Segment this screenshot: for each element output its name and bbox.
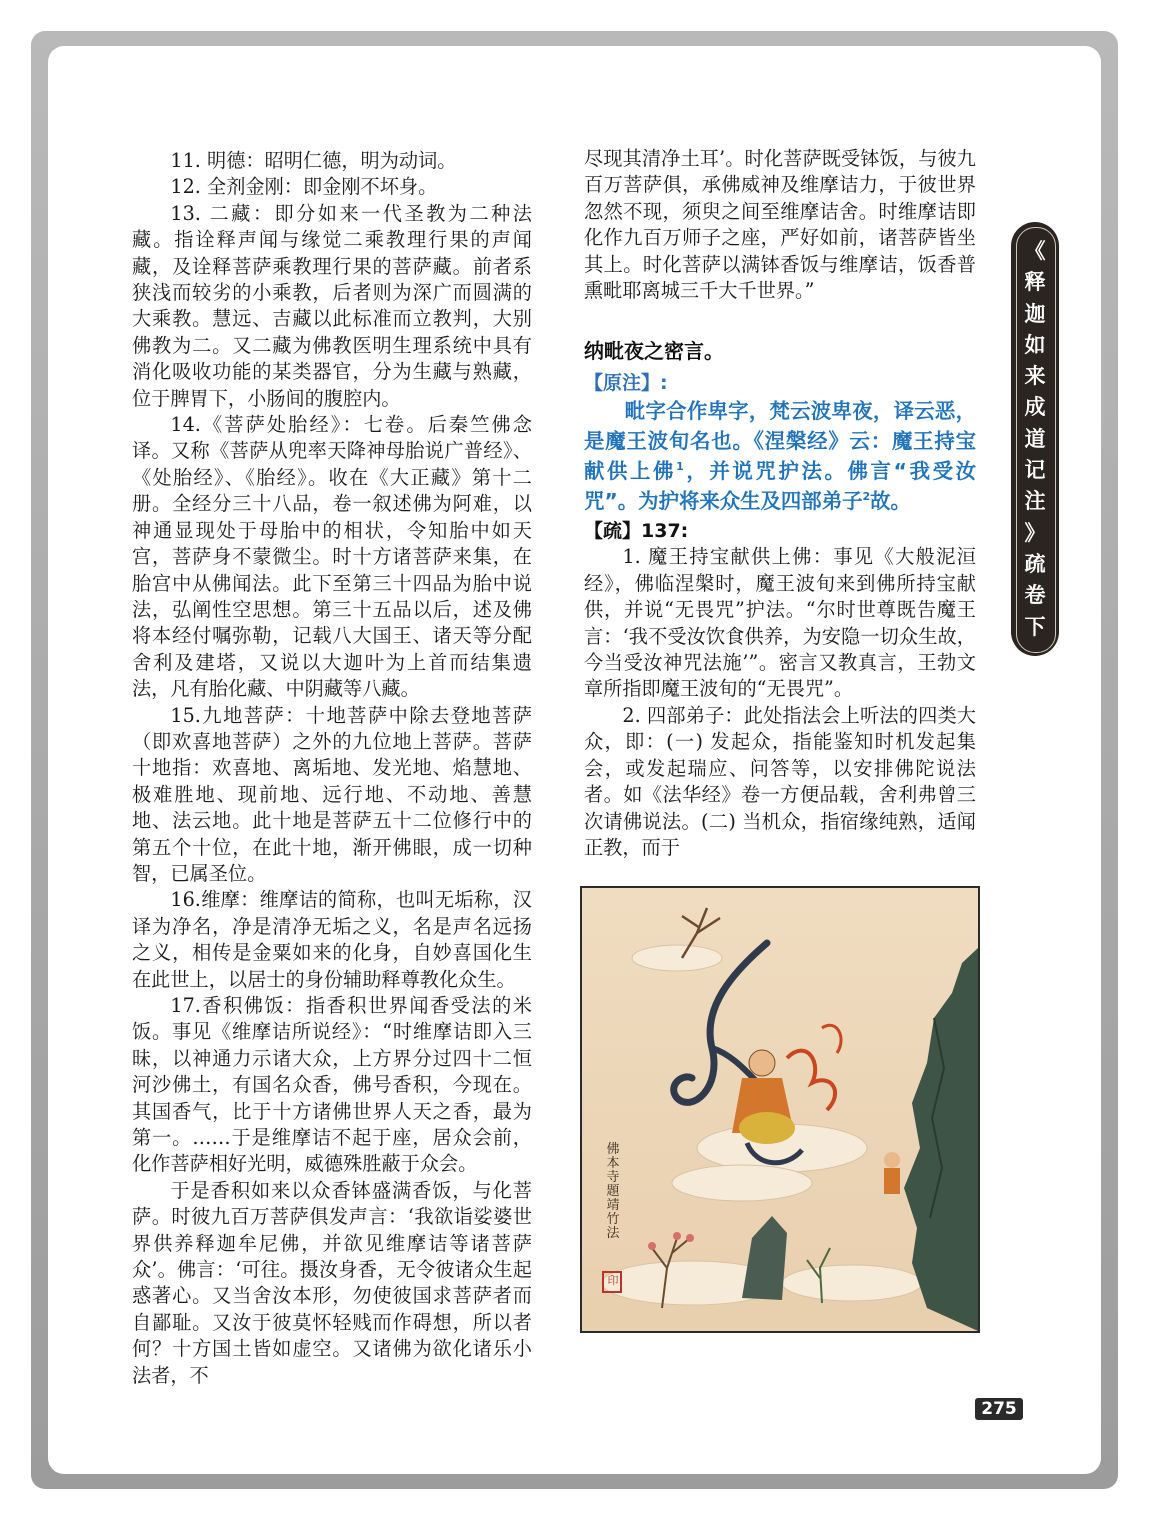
note-12: 12. 全剂金刚：即金刚不坏身。	[170, 175, 438, 199]
sidebar-char: 迦	[1024, 301, 1046, 326]
sidebar-char: 道	[1024, 426, 1046, 451]
illustration-painting	[580, 886, 980, 1333]
note-11: 11. 明德：昭明仁德，明为动词。	[170, 149, 457, 172]
sidebar-char: 成	[1024, 395, 1046, 420]
section-title: 纳毗夜之密言。	[584, 339, 724, 364]
note-15: 15.九地菩萨：十地菩萨中除去登地菩萨（即欢喜地菩萨）之外的九位地上菩萨。菩萨十地指：欢喜地、离垢地、发光地、焰慧地、极难胜地、现前地、远行地、不动地、善慧地、法云地。此十地是菩萨五十二位修行中的第五个十位，在此十地，渐开佛眼，成一切种智，已属圣位。	[132, 703, 532, 885]
note-17: 17.香积佛饭：指香积世界闻香受法的米饭。事见《维摩诘所说经》：“时维摩诘即入三昧，以神通力示诸大众，上方界分过四十二恒河沙佛土，有国名众香，佛号香积，今现在。其国香气，比于十方诸佛世界人天之香，最为第一。……于是维摩诘不起于座，居众会前，化作菩萨相好光明，威德殊胜蔽于众会。	[132, 994, 532, 1176]
original-note-text-3: 故。	[870, 489, 911, 514]
note-17-continued: 于是香积如来以众香钵盛满香饭，与化菩萨。时彼九百万菩萨俱发声言：‘我欲诣娑婆世界供养释迦牟尼佛，并欲见维摩诘等诸菩萨众’。佛言：‘可往。摄汝身香，无令彼诸众生起惑著心。又当舍汝本形，勿使彼国求菩萨者而自鄙耻。又汝于彼莫怀轻贱而作碍想，所以者何？十方国土皆如虚空。又诸佛为欲化诸乐小法者，不	[132, 1178, 532, 1387]
footnote-ref-1: 1	[676, 460, 684, 474]
note-14: 14.《菩萨处胎经》：七卷。后秦竺佛念译。又称《菩萨从兜率天降神母胎说广普经》、《处胎经》、《胎经》。收在《大正藏》第十二册。全经分三十八品，卷一叙述佛为阿难，以神通显现处于母胎中的相状，令知胎中如天宫，菩萨身不蒙微尘。时十方诸菩萨来集，在胎宫中从佛闻法。此下至第三十四品为胎中说法，弘阐性空思想。第三十五品以后，述及佛将本经付嘱弥勒，记载八大国王、诸天等分配舍利及建塔，又说以大迦叶为上首而结集遗法，凡有胎化藏、中阴藏等八藏。	[132, 413, 532, 701]
inscription-line: 佛本寺	[606, 1142, 620, 1185]
original-note-label: 【原注】:	[584, 372, 668, 395]
sidebar-title	[1011, 236, 1059, 643]
sidebar-char: 《	[1024, 239, 1046, 263]
original-note-text-2: ，并说咒护法。佛言“我受汝咒”。为护将来众生及四部弟子	[584, 459, 976, 514]
attendant-head	[884, 1152, 900, 1168]
figure-treasure	[739, 1112, 795, 1144]
footnote-ref-2: 2	[862, 490, 871, 504]
sidebar-char: 疏	[1024, 551, 1046, 576]
right-column	[584, 146, 976, 861]
sidebar-char: 卷	[1024, 583, 1046, 608]
sidebar-char: 下	[1024, 614, 1046, 639]
blossom	[648, 1242, 656, 1250]
inscription-line: 法	[606, 1226, 620, 1241]
commentary-1: 1. 魔王持宝献供上佛：事见《大般泥洹经》，佛临涅槃时，魔王波旬来到佛所持宝献供，并说“无畏咒”护法。“尔时世尊既告魔王言：‘我不受汝饮食供养，为安隐一切众生故，今当受汝神咒法施’”。密言又教真言，王勃文章所指即魔王波旬的“无畏咒”。	[584, 545, 976, 701]
blossom	[686, 1234, 694, 1242]
painting-inscription	[604, 1143, 622, 1241]
painting-seal-text: 印	[607, 1274, 619, 1287]
left-column	[132, 148, 532, 1389]
cloud	[782, 1265, 922, 1301]
inscription-line: 題靖	[606, 1184, 620, 1213]
sidebar-char: 记	[1024, 458, 1046, 483]
commentary-2: 2. 四部弟子：此处指法会上听法的四类大众，即：(一) 发起众，指能鉴知时机发起集会，或发起瑞应、问答等，以安排佛陀说法者。如《法华经》卷一方便品载，舍利弗曾三次请佛说法。(二) 当机众，指宿缘纯熟，适闻正教，而于	[584, 703, 976, 859]
sidebar-char: 来	[1024, 364, 1046, 389]
blossom	[673, 1232, 681, 1240]
sidebar-char: 》	[1024, 520, 1046, 545]
note-13: 13. 二藏：即分如来一代圣教为二种法藏。指诠释声闻与缘觉二乘教理行果的声闻藏，及诠释菩萨乘教理行果的菩萨藏。前者系狭浅而较劣的小乘教，后者则为深广而圆满的大乘教。慧远、吉藏以此标准而立教判，大别佛教为二。又二藏为佛教医明生理系统中具有消化吸收功能的某类器官，分为生藏与熟藏，位于脾胃下，小肠间的腹腔内。	[132, 201, 532, 410]
cloud	[632, 945, 722, 971]
painting-svg	[582, 888, 978, 1331]
sidebar-char: 释	[1024, 270, 1046, 295]
cloud	[672, 1165, 812, 1201]
note-16: 16.维摩：维摩诘的简称，也叫无垢称，汉译为净名，净是清净无垢之义，名是声名远扬之义，相传是金粟如来的化身，自妙喜国化生在此世上，以居士的身份辅助释尊教化众生。	[132, 888, 532, 991]
sidebar-char: 注	[1024, 489, 1046, 514]
sidebar-char: 如	[1024, 332, 1046, 357]
original-note	[584, 396, 976, 516]
inscription-line: 竹	[606, 1212, 620, 1227]
page-number: 275	[975, 1398, 1023, 1420]
original-note-text-1: 毗字合作卑字，梵云波卑夜，译云恶，是魔王波旬名也。《涅槃经》云：魔王持宝献供上佛	[584, 399, 976, 484]
continuation-paragraph: 尽现其清净土耳’。时化菩萨既受钵饭，与彼九百万菩萨俱，承佛威神及维摩诘力，于彼世界忽然不现，须臾之间至维摩诘舍。时维摩诘即化作九百万师子之座，严好如前，诸菩萨皆坐其上。时化菩萨以满钵香饭与维摩诘，饭香普熏毗耶离城三千大千世界。”	[584, 147, 976, 303]
figure-head	[749, 1050, 775, 1076]
attendant-body	[884, 1168, 900, 1194]
commentary-label: 【疏】137:	[584, 520, 689, 543]
